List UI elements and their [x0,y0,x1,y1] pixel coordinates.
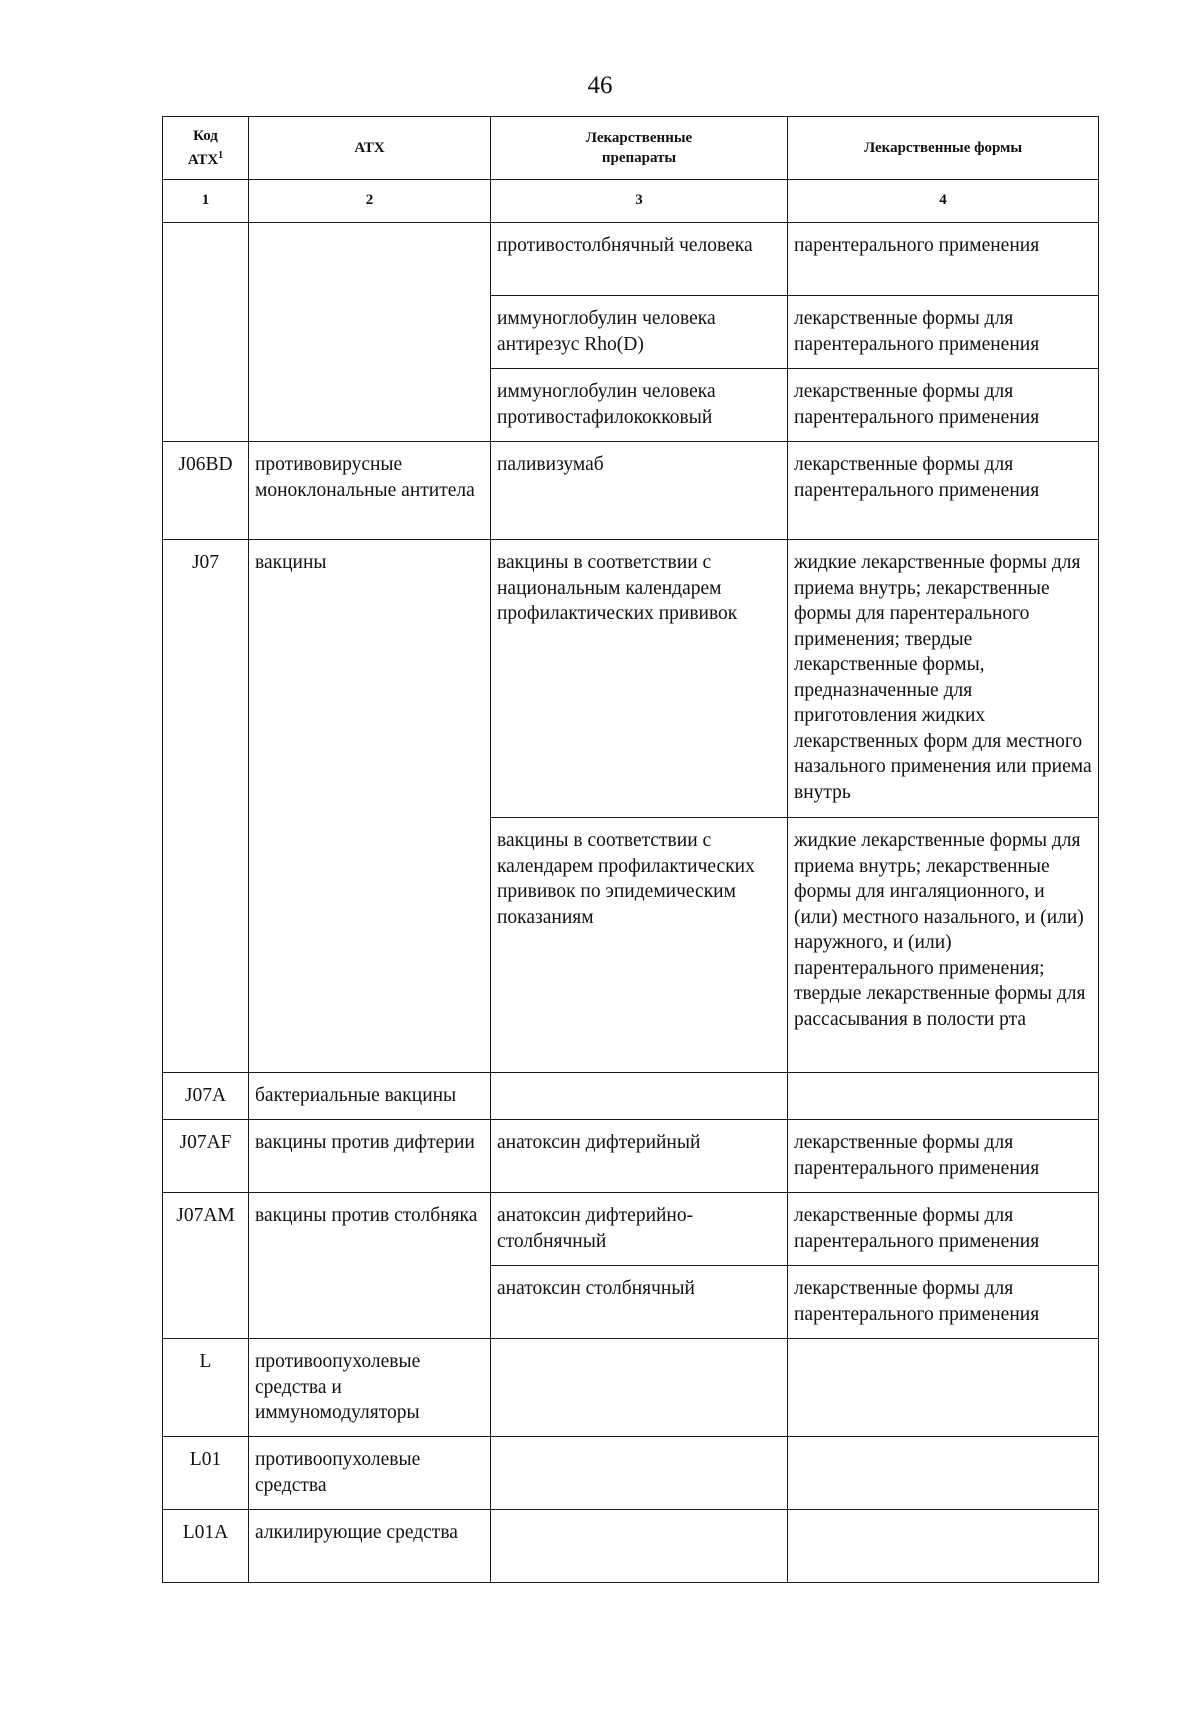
drug-text: анатоксин дифтерийный [497,1132,701,1153]
drug-text: паливизумаб [497,454,604,475]
atx-table [162,116,1099,1583]
atx-text: вакцины против столбняка [255,1205,478,1226]
column-number: 2 [249,180,491,223]
drug-cell [491,223,788,296]
drug-text: анатоксин дифтерийно-столбнячный [497,1205,694,1252]
table-row [163,1339,1099,1437]
table-row [163,442,1099,540]
drug-text: противостолбнячный человека [497,235,753,256]
code-text: L01A [182,1522,229,1543]
drug-cell [491,1510,788,1583]
drug-text: иммуноглобулин человека антирезус Rho(D) [497,308,716,355]
form-cell [788,442,1099,540]
form-cell [788,296,1099,369]
form-cell [788,1193,1099,1266]
header-atx: АТХ [249,117,491,180]
atx-text: противовирусные моноклональные антитела [255,454,475,501]
form-cell [788,1266,1099,1339]
column-number: 4 [788,180,1099,223]
form-cell [788,1073,1099,1120]
column-number: 1 [163,180,249,223]
code-cell [163,1437,249,1510]
table-row [163,1120,1099,1193]
drug-text: вакцины в соответствии с календарем профилактических прививок по эпидемическим показаниям [497,830,755,928]
atx-cell [249,540,491,1073]
code-cell [163,1339,249,1437]
form-text: лекарственные формы для парентерального применения [794,1278,1040,1325]
drug-cell [491,1120,788,1193]
atx-cell [249,1193,491,1339]
form-cell [788,818,1099,1073]
drug-cell [491,1437,788,1510]
code-cell [163,223,249,442]
page-number: 46 [587,72,613,99]
column-number-row [163,180,1099,223]
table-row [163,540,1099,818]
header-code-line1: Код [193,128,218,144]
drug-text: анатоксин столбнячный [497,1278,695,1299]
code-cell [163,1193,249,1339]
atx-cell [249,1339,491,1437]
drug-cell [491,818,788,1073]
form-cell [788,1339,1099,1437]
form-text: лекарственные формы для парентерального применения [794,308,1040,355]
drug-cell [491,1073,788,1120]
atx-cell [249,1120,491,1193]
drug-cell [491,1339,788,1437]
atx-cell [249,442,491,540]
atx-text: противоопухолевые средства [255,1449,421,1496]
drug-cell [491,442,788,540]
code-text: J07A [184,1085,227,1106]
drug-cell [491,296,788,369]
atx-text: алкилирующие средства [255,1522,458,1543]
atx-cell [249,1510,491,1583]
code-cell [163,540,249,1073]
drug-cell [491,1193,788,1266]
form-text: лекарственные формы для парентерального применения [794,381,1040,428]
atx-cell [249,1437,491,1510]
atx-cell [249,1073,491,1120]
code-cell [163,1073,249,1120]
form-cell [788,1437,1099,1510]
table-row [163,1510,1099,1583]
header-drugs [491,117,788,180]
code-text: J07 [191,552,220,573]
header-code [163,117,249,180]
form-text: лекарственные формы для парентерального применения [794,454,1040,501]
code-text: L01 [189,1449,222,1470]
drug-text: вакцины в соответствии с национальным календарем профилактических прививок [497,552,738,624]
code-cell [163,442,249,540]
header-drugs-line2: препараты [601,150,677,166]
header-drugs-line1: Лекарственные [585,130,693,146]
drug-text: иммуноглобулин человека противостафилококковый [497,381,716,428]
header-forms: Лекарственные формы [788,117,1099,180]
drug-cell [491,1266,788,1339]
table-row [163,223,1099,296]
table-row [163,1073,1099,1120]
footnote-marker: 1 [218,150,224,161]
atx-text: вакцины против дифтерии [255,1132,475,1153]
form-cell [788,540,1099,818]
code-text: L [199,1351,212,1372]
table-row [163,1193,1099,1266]
code-cell [163,1510,249,1583]
atx-text: противоопухолевые средства и иммуномодуляторы [255,1351,421,1423]
code-cell [163,1120,249,1193]
drug-cell [491,369,788,442]
atx-text: вакцины [255,552,327,573]
header-code-line2: АТХ [187,152,219,168]
code-text: J07AF [179,1132,232,1153]
form-text: лекарственные формы для парентерального применения [794,1205,1040,1252]
table-row [163,1437,1099,1510]
form-cell [788,1120,1099,1193]
form-cell [788,223,1099,296]
form-text: парентерального применения [794,235,1040,256]
form-text: жидкие лекарственные формы для приема внутрь; лекарственные формы для ингаляционного, и (или) местного назального, и (или) наружного, и (или) парентерального применения; твердые лекарственные формы для рассасывания в полости рта [794,830,1086,1030]
form-text: лекарственные формы для парентерального применения [794,1132,1040,1179]
column-number: 3 [491,180,788,223]
form-cell [788,1510,1099,1583]
code-text: J06BD [178,454,233,475]
atx-text: бактериальные вакцины [255,1085,457,1106]
code-text: J07AM [176,1205,235,1226]
drug-cell [491,540,788,818]
form-text: жидкие лекарственные формы для приема внутрь; лекарственные формы для парентерального применения; твердые лекарственные формы, предназначенные для приготовления жидких лекарственных форм для местного назального применения или приема внутрь [794,552,1092,803]
atx-cell [249,223,491,442]
header-row [163,117,1099,180]
form-cell [788,369,1099,442]
